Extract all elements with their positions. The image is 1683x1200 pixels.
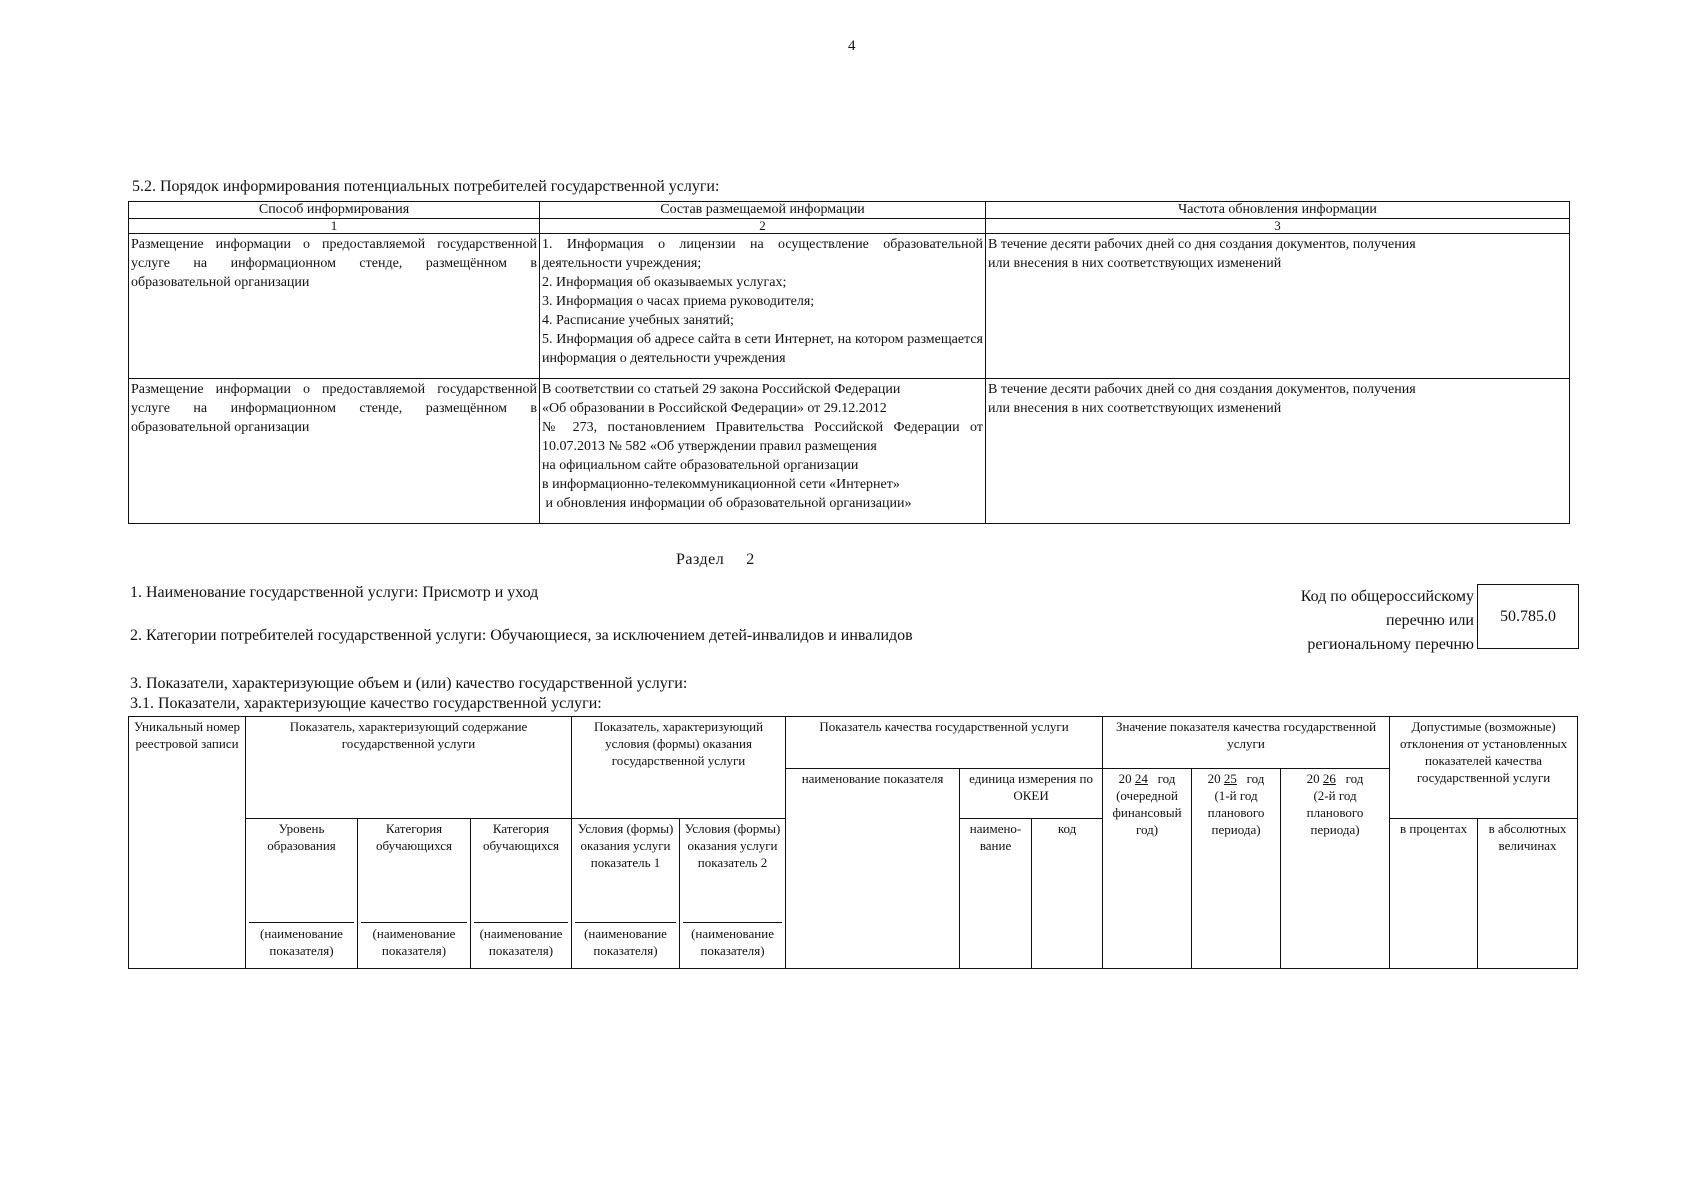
year-word: год	[1246, 771, 1265, 786]
code-label-line: перечню или	[1385, 612, 1474, 629]
info-table-header-row	[129, 202, 1570, 219]
frequency-cell: В течение десяти рабочих дней со дня создания документов, получения или внесения в них соответствующих изменений	[986, 379, 1570, 524]
unit-code-header: код	[1032, 819, 1103, 969]
unit-name-header: наимено-вание	[960, 819, 1032, 969]
table-row	[129, 379, 1570, 524]
indicator-name-caption: (наименование показателя)	[249, 922, 354, 959]
year-1-header	[1103, 769, 1192, 969]
quality-indicators-heading: 3.1. Показатели, характеризующие качество государственной услуги:	[130, 695, 602, 712]
col-number: 1	[129, 219, 540, 234]
condition-col-2	[680, 819, 786, 969]
year-3-header	[1281, 769, 1390, 969]
frequency-cell: В течение десяти рабочих дней со дня создания документов, получения или внесения в них соответствующих изменений	[986, 234, 1570, 379]
content-line: В соответствии со статьей 29 закона Российской Федерации	[542, 382, 901, 397]
table-row	[129, 234, 1570, 379]
code-label-line: Код по общероссийскому	[1300, 588, 1474, 605]
method-cell: Размещение информации о предоставляемой государственной услуге на информационном стенде, размещённом в образовательной организации	[129, 234, 540, 379]
condition-col-label: Условия (формы) оказания услуги показатель 1	[577, 821, 674, 870]
registry-code-box	[1477, 584, 1579, 649]
year-3-note: (2-й год планового периода)	[1306, 788, 1364, 837]
service-name: 1. Наименование государственной услуги: Присмотр и уход	[130, 584, 539, 601]
content-line: 2. Информация об оказываемых услугах;	[542, 275, 787, 290]
deviation-absolute-header: в абсолютных величинах	[1478, 819, 1578, 969]
year-1-note: (очередной финансовый год)	[1112, 788, 1182, 837]
indicator-name-header: наименование показателя	[786, 769, 960, 969]
year-prefix: 20	[1306, 771, 1320, 786]
content-col-label: Категория обучающихся	[376, 821, 452, 853]
condition-col-label: Условия (формы) оказания услуги показатель 2	[684, 821, 781, 870]
content-col-education-level	[246, 819, 358, 969]
year-2-note: (1-й год планового периода)	[1207, 788, 1265, 837]
content-line: «Об образовании в Российской Федерации» от 29.12.2012	[542, 401, 887, 416]
condition-col-1	[572, 819, 680, 969]
year-prefix: 20	[1207, 771, 1221, 786]
registry-number-header: Уникальный номер реестровой записи	[129, 717, 246, 969]
content-line: 5. Информация об адресе сайта в сети Интернет, на котором размещается информация о деятельности учреждения	[542, 332, 983, 366]
year-word: год	[1157, 771, 1176, 786]
indicator-name-caption: (наименование показателя)	[361, 922, 467, 959]
year-1-value: 24	[1134, 771, 1148, 786]
content-line: 4. Расписание учебных занятий;	[542, 313, 734, 328]
content-line: 1. Информация о лицензии на осуществление образовательной деятельности учреждения;	[542, 237, 983, 271]
info-table-number-row	[129, 219, 1570, 234]
registry-code-label	[1268, 585, 1474, 657]
service-categories: 2. Категории потребителей государственной услуги: Обучающиеся, за исключением детей-инвалидов и инвалидов	[130, 627, 913, 644]
content-cell	[540, 379, 986, 524]
content-col-label: Категория обучающихся	[483, 821, 559, 853]
col-header-frequency: Частота обновления информации	[986, 202, 1570, 219]
page-number: 4	[848, 38, 856, 54]
deviation-percent-header: в процентах	[1390, 819, 1478, 969]
content-line: № 273, постановлением Правительства Российской Федерации от 10.07.2013 № 582 «Об утверждении правил размещения	[542, 420, 983, 454]
deviation-header: Допустимые (возможные) отклонения от установленных показателей качества государственной услуги	[1390, 717, 1578, 819]
section-number: 2	[746, 551, 755, 568]
method-cell: Размещение информации о предоставляемой государственной услуге на информационном стенде, размещённом в образовательной организации	[129, 379, 540, 524]
year-2-value: 25	[1223, 771, 1237, 786]
col-number: 3	[986, 219, 1570, 234]
section-title	[676, 551, 755, 569]
indicator-name-caption: (наименование показателя)	[575, 922, 676, 959]
col-number: 2	[540, 219, 986, 234]
content-line: 3. Информация о часах приема руководителя;	[542, 294, 815, 309]
content-cell	[540, 234, 986, 379]
content-col-student-category	[358, 819, 471, 969]
content-line: в информационно-телекоммуникационной сети «Интернет»	[542, 477, 900, 492]
conditions-indicator-header: Показатель, характеризующий условия (формы) оказания государственной услуги	[572, 717, 786, 819]
indicators-heading: 3. Показатели, характеризующие объем и (или) качество государственной услуги:	[130, 675, 688, 692]
section-5-2-heading: 5.2. Порядок информирования потенциальных потребителей государственной услуги:	[132, 178, 720, 195]
content-line: на официальном сайте образовательной организации	[542, 458, 859, 473]
col-header-content: Состав размещаемой информации	[540, 202, 986, 219]
content-indicator-header: Показатель, характеризующий содержание государственной услуги	[246, 717, 572, 819]
quality-value-header: Значение показателя качества государственной услуги	[1103, 717, 1390, 769]
code-label-line: региональному перечню	[1307, 636, 1474, 653]
section-label: Раздел	[676, 551, 725, 568]
indicator-name-caption: (наименование показателя)	[683, 922, 782, 959]
col-header-method: Способ информирования	[129, 202, 540, 219]
year-prefix: 20	[1118, 771, 1132, 786]
content-col-label: Уровень образования	[267, 821, 336, 853]
content-col-student-category-2	[471, 819, 572, 969]
informing-table	[128, 201, 1570, 524]
indicator-name-caption: (наименование показателя)	[474, 922, 568, 959]
quality-header-row-1	[129, 717, 1578, 769]
content-line: и обновления информации об образовательной организации»	[542, 496, 912, 511]
quality-indicator-header: Показатель качества государственной услуги	[786, 717, 1103, 769]
unit-header: единица измерения по ОКЕИ	[960, 769, 1103, 819]
year-2-header	[1192, 769, 1281, 969]
year-word: год	[1345, 771, 1364, 786]
year-3-value: 26	[1322, 771, 1336, 786]
registry-code-value: 50.785.0	[1500, 607, 1556, 625]
quality-indicators-table	[128, 716, 1578, 969]
